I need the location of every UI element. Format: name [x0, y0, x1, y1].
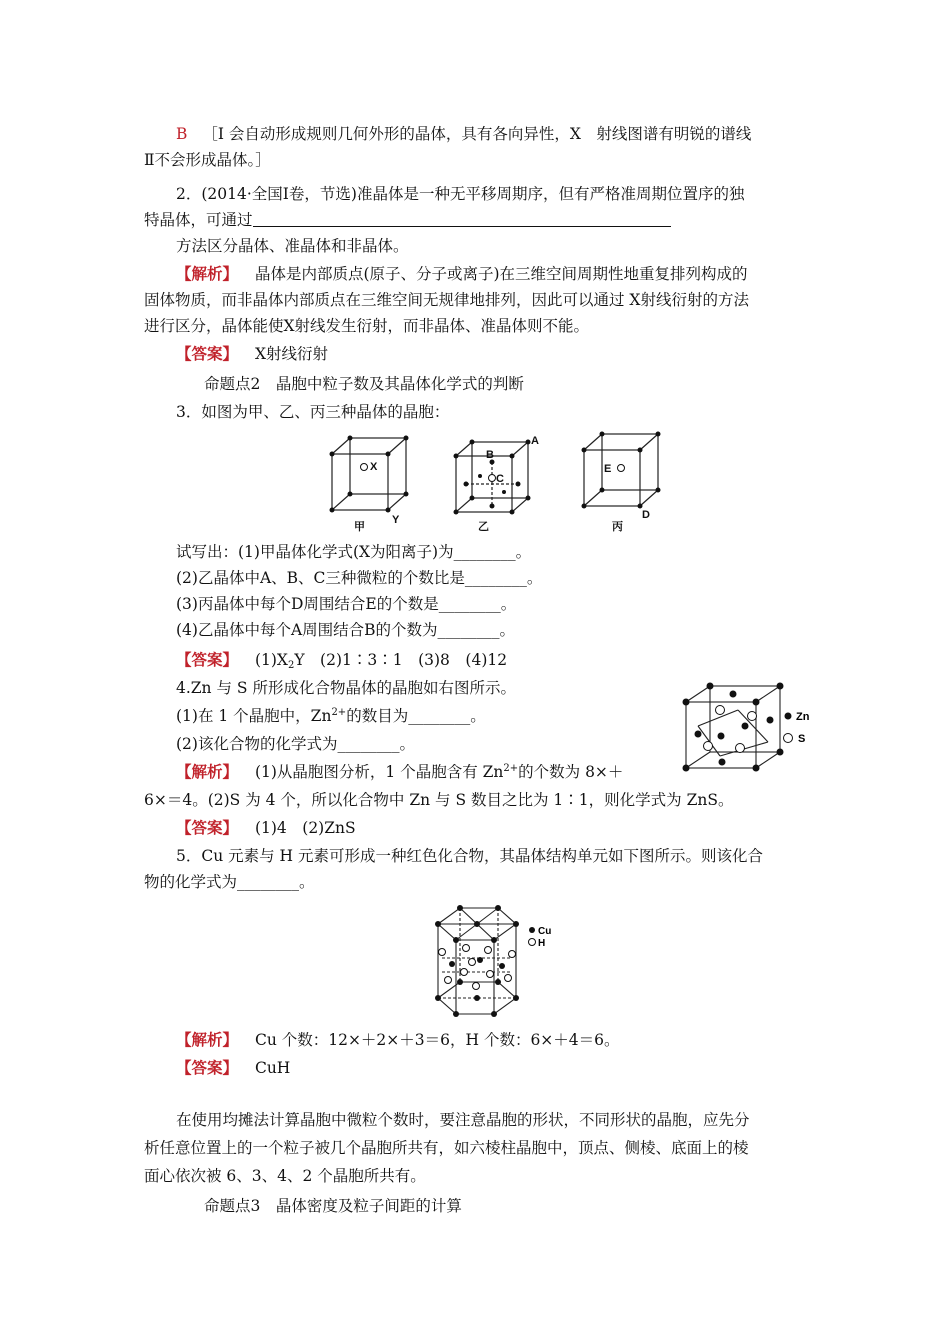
charge-sup: 2+	[331, 707, 347, 718]
q3-answer	[176, 650, 507, 670]
jia-cube-front	[332, 454, 388, 510]
q5-analysis	[176, 1030, 620, 1050]
q4-sub1	[176, 706, 486, 726]
jia-cube-back	[350, 438, 406, 494]
label-a: A	[531, 435, 539, 447]
label-c: C	[496, 473, 504, 485]
q4-answer	[176, 818, 356, 838]
legend-h: H	[538, 938, 546, 949]
topic-heading-3: 命题点3 晶体密度及粒子间距的计算	[204, 1197, 462, 1215]
q3-sub1: 试写出：(1)甲晶体化学式(X为阳离子)为________。	[176, 543, 532, 561]
analysis-text: 晶体是内部质点(原子、分子或离子)在三维空间周期性地重复排列构成的	[254, 265, 748, 283]
cu-legend-dot	[529, 927, 535, 933]
charge-sup: 2+	[503, 763, 519, 774]
answer-letter: B	[176, 125, 188, 143]
analysis-text-b: 的个数为 8×＋	[518, 763, 624, 781]
q1-answer-line	[176, 124, 751, 144]
label-e: E	[604, 463, 612, 475]
analysis-text-a: (1)从晶胞图分析，1 个晶胞含有 Zn	[254, 763, 504, 781]
analysis-tag: 【解析】	[176, 264, 239, 283]
analysis-tag: 【解析】	[176, 1030, 239, 1049]
q2-analysis	[176, 264, 748, 284]
answer-text: CuH	[254, 1059, 291, 1077]
answer-text: (1)4 (2)ZnS	[254, 819, 356, 837]
answer-tag: 【答案】	[176, 344, 239, 363]
answer-tag: 【答案】	[176, 650, 239, 669]
q4-stem: 4.Zn 与 S 所形成化合物晶体的晶胞如右图所示。	[176, 679, 516, 697]
q3-unit-cell-figures	[320, 426, 680, 534]
label-jia: 甲	[354, 521, 365, 533]
note-paragraph-end: 面心依次被 6、3、4、2 个晶胞所共有。	[144, 1167, 426, 1185]
q2-stem: 2．(2014·全国Ⅰ卷，节选)准晶体是一种无平移周期序，但有严格准周期位置序的独	[176, 185, 745, 203]
s-legend-dot	[784, 734, 793, 743]
legend-zn: Zn	[796, 711, 810, 723]
q5-answer	[176, 1058, 290, 1078]
legend-s: S	[798, 733, 806, 745]
q2-stem-end: 方法区分晶体、准晶体和非晶体。	[176, 237, 409, 255]
answer-blank	[253, 212, 671, 227]
label-y: Y	[392, 514, 400, 526]
label-d: D	[642, 509, 650, 521]
analysis-text: Cu 个数：12×＋2×＋3＝6，H 个数：6×＋4＝6。	[254, 1031, 620, 1049]
answer-text: X射线衍射	[254, 345, 328, 363]
h-legend-dot	[529, 939, 536, 946]
answer-tag: 【答案】	[176, 1058, 239, 1077]
cuh-structure-figure	[428, 902, 568, 1024]
q3-stem: 3．如图为甲、乙、丙三种晶体的晶胞：	[176, 403, 450, 421]
answer-tag: 【答案】	[176, 818, 239, 837]
answer-text-a: (1)X	[254, 651, 288, 669]
q3-sub3: (3)丙晶体中每个D周围结合E的个数是________。	[176, 595, 517, 613]
q1-explanation-cont: Ⅱ不会形成晶体。］	[144, 151, 271, 169]
q4-analysis	[176, 762, 623, 782]
q2-stem-text: 特晶体，可通过	[144, 211, 253, 229]
q3-sub4: (4)乙晶体中每个A周围结合B的个数为________。	[176, 621, 516, 639]
label-yi: 乙	[478, 521, 489, 533]
q5-stem-cont: 物的化学式为________。	[144, 873, 315, 891]
answer-text-b: Y (2)1∶3∶1 (3)8 (4)12	[294, 651, 508, 669]
bing-cube-front	[584, 450, 640, 506]
bing-cube-back	[602, 434, 658, 490]
q3-sub2: (2)乙晶体中A、B、C三种微粒的个数比是________。	[176, 569, 543, 587]
atom-c	[489, 475, 496, 482]
zns-unit-cell-figure	[680, 682, 815, 774]
legend-cu: Cu	[538, 926, 552, 937]
q4-sub1-b: 的数目为________。	[346, 707, 486, 725]
atom-e	[618, 465, 625, 472]
note-paragraph-cont: 析任意位置上的一个粒子被几个晶胞所共有，如六棱柱晶胞中，顶点、侧棱、底面上的棱	[144, 1139, 749, 1157]
q1-explanation: ［Ⅰ 会自动形成规则几何外形的晶体，具有各向异性，X 射线图谱有明锐的谱线	[202, 125, 752, 143]
analysis-tag: 【解析】	[176, 762, 239, 781]
q4-sub2: (2)该化合物的化学式为________。	[176, 735, 415, 753]
label-b: B	[486, 449, 494, 461]
label-bing: 丙	[612, 521, 623, 533]
q2-analysis-cont: 固体物质，而非晶体内部质点在三维空间无规律地排列，因此可以通过 X射线衍射的方法	[144, 291, 749, 309]
q4-sub1-a: (1)在 1 个晶胞中，Zn	[176, 707, 332, 725]
atom-x	[361, 464, 368, 471]
topic-heading-2: 命题点2 晶胞中粒子数及其晶体化学式的判断	[204, 375, 524, 393]
yi-cube-back	[472, 442, 528, 498]
q4-analysis-cont: 6×＝4。(2)S 为 4 个，所以化合物中 Zn 与 S 数目之比为 1∶1，则化学式为 ZnS。	[144, 791, 734, 809]
q2-stem-cont	[144, 210, 671, 230]
q2-analysis-cont2: 进行区分，晶体能使X射线发生衍射，而非晶体、准晶体则不能。	[144, 317, 590, 335]
answer-subscript: 2	[287, 660, 295, 671]
zn-legend-dot	[785, 713, 792, 720]
note-paragraph: 在使用均摊法计算晶胞中微粒个数时，要注意晶胞的形状，不同形状的晶胞，应先分	[176, 1111, 750, 1129]
q2-answer	[176, 344, 328, 364]
label-x: X	[370, 461, 378, 473]
q5-stem: 5．Cu 元素与 H 元素可形成一种红色化合物，其晶体结构单元如下图所示。则该化合	[176, 847, 764, 865]
